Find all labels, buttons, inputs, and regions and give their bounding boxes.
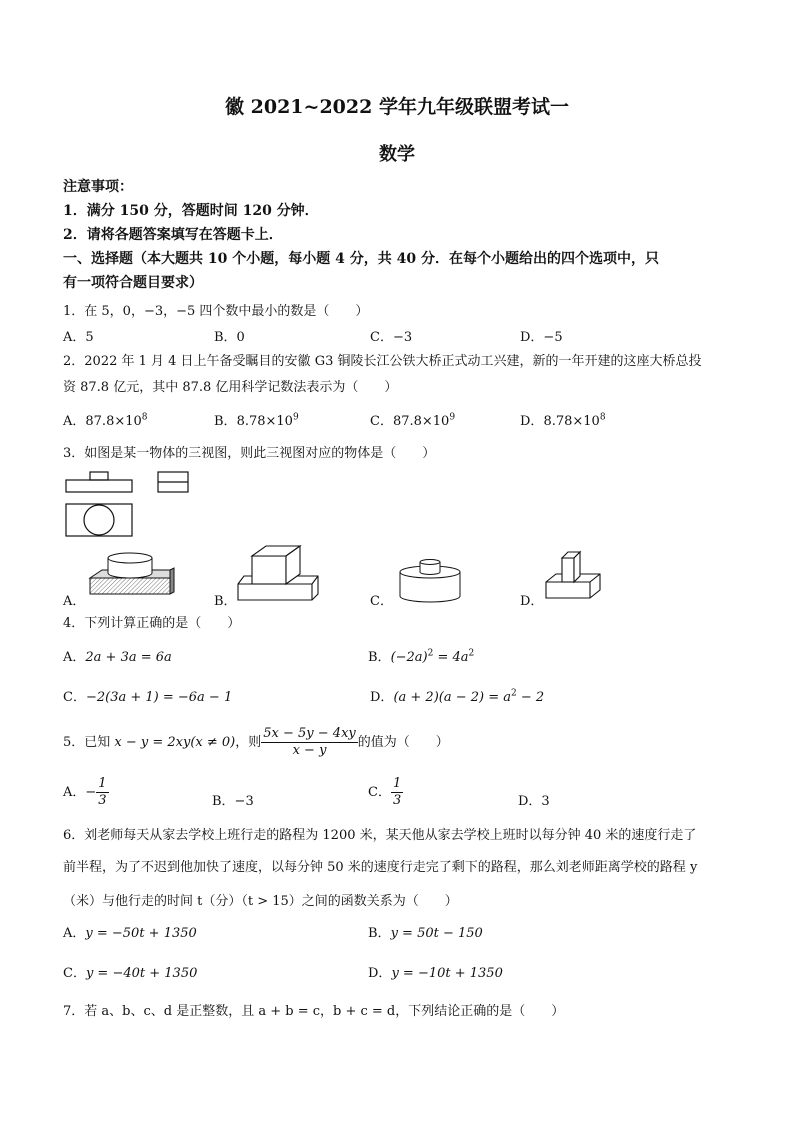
front-view-top xyxy=(90,472,108,480)
note-item-1: 1．满分 150 分，答题时间 120 分钟． xyxy=(63,203,319,219)
note-item-2: 2．请将各题答案填写在答题卡上． xyxy=(63,227,283,243)
q1-option-c: C．−3 xyxy=(370,330,413,345)
q5-stem: 5．已知 x − y = 2xy(x ≠ 0)，则 $\frac{5x - 5y - 4xy}{x - y}$ 的值为（ ） xyxy=(63,726,449,758)
q3-stem: 3．如图是某一物体的三视图，则此三视图对应的物体是（ ） xyxy=(63,446,436,461)
q3-option-a-figure xyxy=(84,548,179,606)
q4-option-a: A．2a + 3a = 6a xyxy=(63,650,172,665)
q2-stem-line1: 2．2022 年 1 月 4 日上午备受瞩目的安徽 G3 铜陵长江公铁大桥正式动工兴建，新的一年开建的这座大桥总投 xyxy=(63,354,702,369)
q4-option-b: B．$(-2a)^2 = 4a^2$ xyxy=(368,648,475,665)
q2-option-b: B．$8.78\times 10^9$ xyxy=(214,412,299,429)
q6-option-a: A．y = −50t + 1350 xyxy=(63,926,197,941)
exam-title: 徽 2021~2022 学年九年级联盟考试一 xyxy=(225,96,569,118)
q1-option-a: A．5 xyxy=(63,330,94,345)
q5-option-a: A．− $\frac{1}{3}$ xyxy=(63,776,107,808)
q5-option-c: C． $\frac{1}{3}$ xyxy=(368,776,402,808)
q6-option-c: C．y = −40t + 1350 xyxy=(63,966,198,981)
q6-stem-line2: 前半程，为了不迟到他加快了速度，以每分钟 50 米的速度行走完了剩下的路程，那么刘老师距离学校的路程 y xyxy=(63,860,698,875)
q4-option-c: C．−2(3a + 1) = −6a − 1 xyxy=(63,690,233,705)
q3-option-c-label: C． xyxy=(370,594,393,609)
q3-option-c-figure xyxy=(392,556,472,606)
q7-stem: 7．若 a、b、c、d 是正整数，且 a + b = c，b + c = d，下列结论正确的是（ ） xyxy=(63,1004,565,1019)
q6-option-b: B．y = 50t − 150 xyxy=(368,926,483,941)
q2-stem-line2: 资 87.8 亿元，其中 87.8 亿用科学记数法表示为（ ） xyxy=(63,380,398,395)
q1-stem: 1．在 5，0，−3，−5 四个数中最小的数是（ ） xyxy=(63,304,369,319)
q3-option-b-figure xyxy=(234,542,324,604)
q6-stem-line3: （米）与他行走的时间 t（分）（t > 15）之间的函数关系为（ ） xyxy=(63,894,458,909)
top-view-circle xyxy=(84,505,114,535)
subject-title: 数学 xyxy=(379,144,415,165)
q5-option-d: D．3 xyxy=(518,794,550,809)
q3-option-b-label: B． xyxy=(214,594,237,609)
q2-option-a: A．$87.8\times 10^8$ xyxy=(63,412,148,429)
q6-option-d: D．y = −10t + 1350 xyxy=(368,966,503,981)
q1-option-b: B．0 xyxy=(214,330,245,345)
q5-option-b: B．−3 xyxy=(212,794,254,809)
q1-option-d: D．−5 xyxy=(520,330,563,345)
q3-option-a-label: A． xyxy=(63,594,86,609)
q5-fraction: $\frac{5x - 5y - 4xy}{x - y}$ xyxy=(263,726,356,758)
q6-stem-line1: 6．刘老师每天从家去学校上班行走的路程为 1200 米，某天他从家去学校上班时以每分钟 40 米的速度行走了 xyxy=(63,828,697,843)
top-view-rect xyxy=(66,504,132,536)
q4-stem: 4．下列计算正确的是（ ） xyxy=(63,616,241,631)
q2-option-c: C．$87.8\times 10^9$ xyxy=(370,412,456,429)
notes-heading: 注意事项： xyxy=(63,179,133,195)
q3-option-d-label: D． xyxy=(520,594,544,609)
q3-option-d-figure xyxy=(542,548,612,604)
front-view-base xyxy=(66,480,132,492)
q2-option-d: D．$8.78\times 10^8$ xyxy=(520,412,606,429)
three-view-figure xyxy=(60,468,200,543)
section1-line2: 有一项符合题目要求） xyxy=(63,275,203,291)
section1-line1: 一、选择题（本大题共 10 个小题，每小题 4 分，共 40 分．在每个小题给出的四个选项中，只 xyxy=(63,251,659,267)
q4-option-d: D．$(a + 2)(a - 2) = a^2 - 2$ xyxy=(370,688,545,705)
